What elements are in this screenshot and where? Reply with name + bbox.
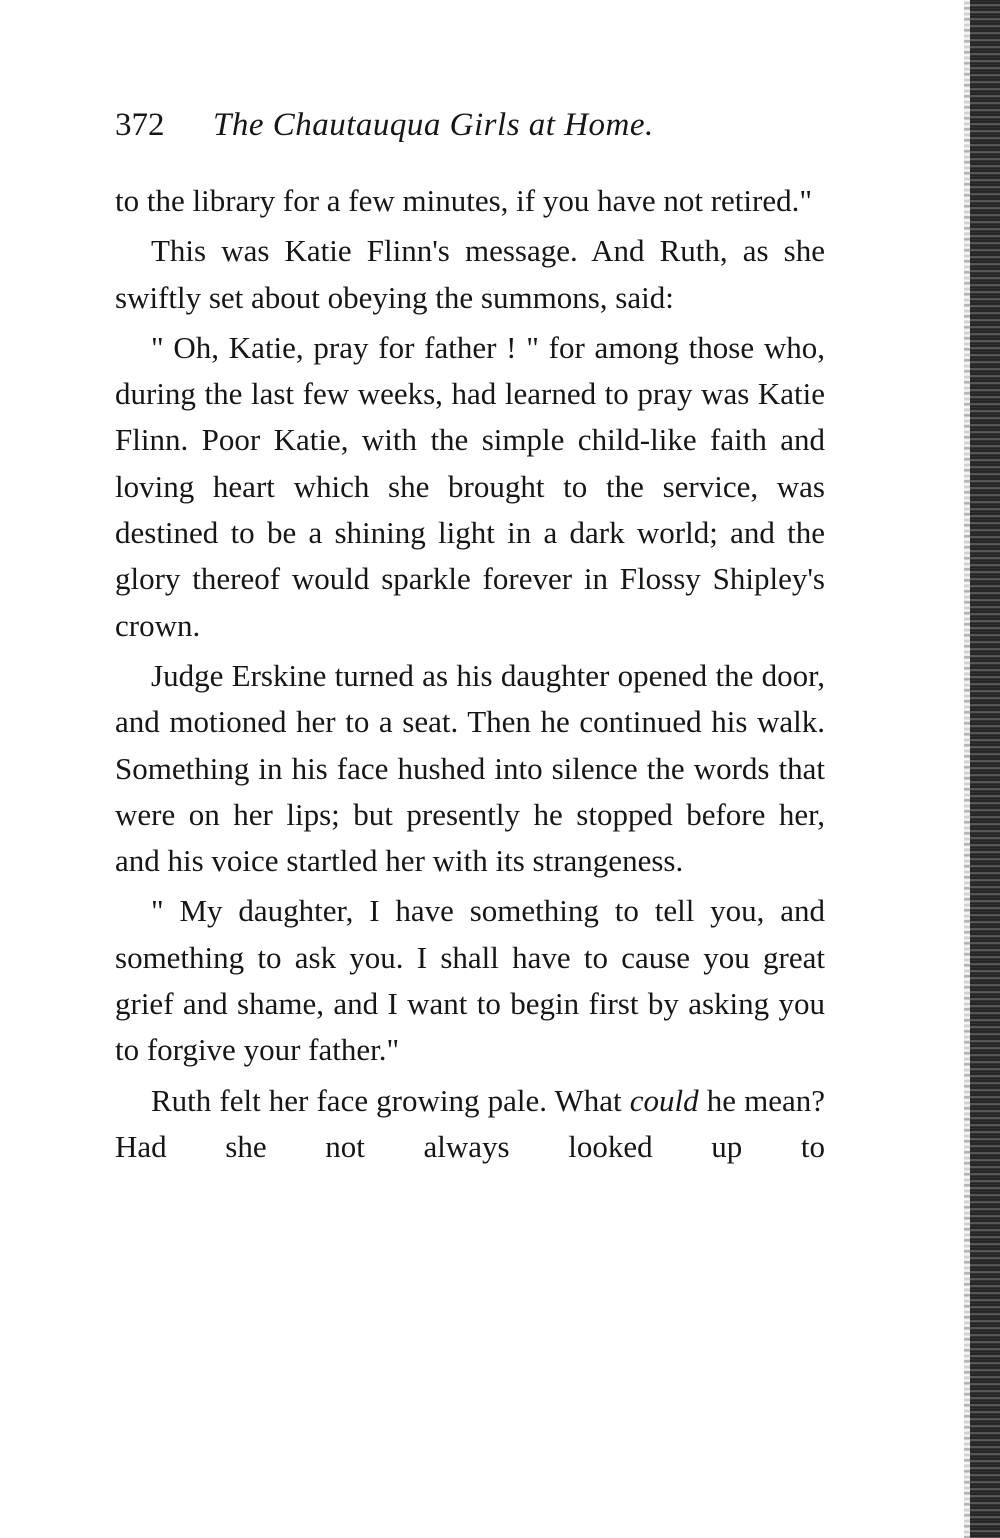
page-number: 372 [115,107,165,143]
paragraph-4: Judge Erskine turned as his daughter opened the door, and motioned her to a seat. Then he continued his walk. Something in his face hushed into silence the words that were on her lips; but presently he stopped before her, and his voice startled her with its strangeness. [115,657,825,879]
running-head [115,100,835,150]
paragraph-1: to the library for a few minutes, if you have not retired." [115,183,813,218]
running-title: The Chautauqua Girls at Home. [213,107,654,143]
paragraph-6-end: he mean? Had she not always looked up to [115,1082,825,1164]
paragraph-5: " My daughter, I have something to tell you, and something to ask you. I shall have to cause you great grief and shame, and I want to begin first by asking you to forgive your father." [115,893,825,1068]
paragraph-6 [115,1078,825,1171]
paragraph-2: This was Katie Flinn's message. And Ruth, as she swiftly set about obeying the summons, said: [115,233,825,315]
binding-edge [970,0,1000,1538]
paragraph-6-emphasis: could [629,1082,699,1118]
paragraph-3: " Oh, Katie, pray for father ! " for among those who, during the last few weeks, had learned to pray was Katie Flinn. Poor Katie, with the simple child-like faith and loving heart which she brought to the service, was destined to be a shining light in a dark world; and the glory thereof would sparkle forever in Flossy Shipley's crown. [115,329,825,643]
body-text [115,178,825,1170]
paragraph-6-start: Ruth felt her face growing pale. What [151,1082,630,1118]
